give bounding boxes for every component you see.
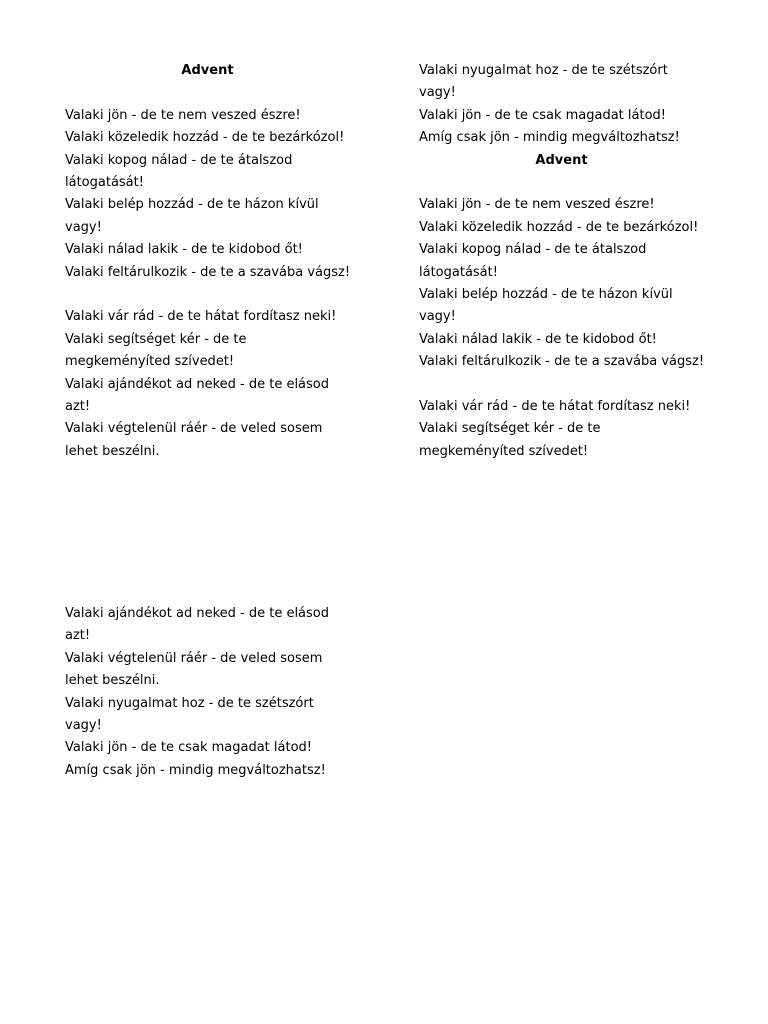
poem-line: Valaki nálad lakik - de te kidobod őt! <box>65 242 303 258</box>
poem-line: Valaki ajándékot ad neked - de te elásod <box>65 606 330 621</box>
poem-line: lehet beszélni. <box>65 443 160 459</box>
poem-line: Amíg csak jön - mindig megváltozhatsz! <box>65 762 326 778</box>
poem-line: Valaki végtelenül ráér - de veled sosem <box>65 650 323 666</box>
poem-line: lehet beszélni. <box>65 673 160 689</box>
poem-line: Valaki vár rád - de te hátat fordítasz neki! <box>419 399 691 415</box>
poem-line: Valaki végtelenül ráér - de veled sosem <box>65 421 323 437</box>
poem-line: Valaki közeledik hozzád - de te bezárkózol! <box>65 130 345 146</box>
poem-line: vagy! <box>65 718 102 734</box>
poem-line: Valaki jön - de te nem veszed észre! <box>419 197 655 213</box>
poem-line: Valaki nálad lakik - de te kidobod őt! <box>419 331 657 347</box>
poem-line: azt! <box>65 399 91 415</box>
poem-line: Valaki kopog nálad - de te átalszod <box>419 242 647 258</box>
poem-line: látogatását! <box>419 264 498 280</box>
poem-column-left-top <box>65 60 350 463</box>
poem-line: vagy! <box>65 219 102 235</box>
poem-title: Advent <box>535 152 588 168</box>
poem-line: Valaki belép hozzád - de te házon kívül <box>419 287 673 303</box>
poem-line: azt! <box>65 628 91 644</box>
poem-line: Valaki közeledik hozzád - de te bezárkózol! <box>419 219 699 235</box>
poem-column-right <box>419 60 704 463</box>
poem-line <box>419 172 704 194</box>
poem-line: Valaki jön - de te nem veszed észre! <box>65 107 301 123</box>
poem-line: vagy! <box>419 309 456 325</box>
poem-line: megkeményíted szívedet! <box>419 443 589 459</box>
poem-line <box>65 82 350 104</box>
poem-line: Valaki belép hozzád - de te házon kívül <box>65 197 319 213</box>
poem-line: megkeményíted szívedet! <box>65 354 235 370</box>
poem-line: Valaki vár rád - de te hátat fordítasz neki! <box>65 309 337 325</box>
poem-column-left-bottom <box>65 603 350 782</box>
poem-line: Valaki nyugalmat hoz - de te szétszórt <box>419 63 668 78</box>
poem-line: Valaki segítséget kér - de te <box>419 421 601 437</box>
poem-line: Valaki feltárulkozik - de te a szavába vágsz! <box>419 354 705 370</box>
poem-line <box>419 374 704 396</box>
poem-line: Valaki segítséget kér - de te <box>65 331 247 347</box>
poem-title: Advent <box>181 63 234 78</box>
poem-line <box>65 284 350 306</box>
poem-line: látogatását! <box>65 175 144 191</box>
poem-line: Valaki ajándékot ad neked - de te elásod <box>65 376 330 392</box>
poem-line: Valaki kopog nálad - de te átalszod <box>65 152 293 168</box>
poem-line: Valaki nyugalmat hoz - de te szétszórt <box>65 695 314 711</box>
poem-line: Valaki jön - de te csak magadat látod! <box>419 107 667 123</box>
poem-line: Valaki feltárulkozik - de te a szavába vágsz! <box>65 264 351 280</box>
poem-line: Amíg csak jön - mindig megváltozhatsz! <box>419 130 680 146</box>
poem-line: vagy! <box>419 85 456 101</box>
poem-line: Valaki jön - de te csak magadat látod! <box>65 740 313 756</box>
